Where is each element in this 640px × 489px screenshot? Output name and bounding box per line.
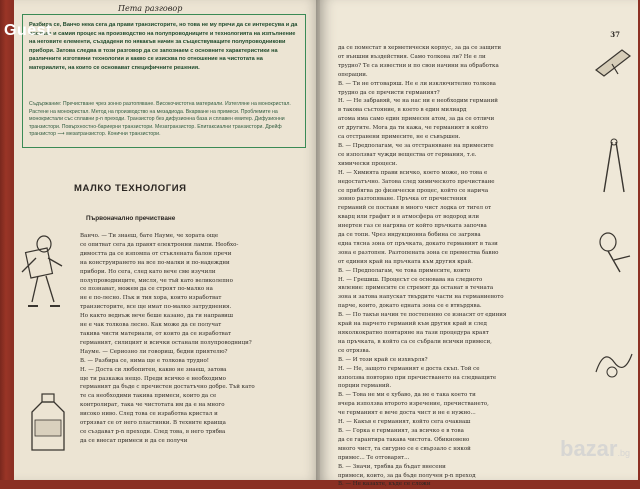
page-number: 37	[610, 30, 620, 39]
left-body-text	[80, 232, 306, 446]
text-line: химически процеси.	[338, 160, 398, 167]
text-line: се използват чужди вещества от германия, т.е.	[338, 151, 477, 158]
text-line: Но както веднъж вече беше казано, да ги направиш	[80, 313, 233, 320]
text-line: се познават, можем да се строят по-малко на	[80, 286, 213, 293]
text-line: контролират, така че чистотата им да е на много	[80, 402, 225, 409]
text-line: операции.	[338, 71, 368, 78]
text-line: отрязват се от него пластинки. В техните краища	[80, 420, 226, 427]
text-line: се създават p-n преходи. След това, в него трябва	[80, 428, 226, 435]
text-line: Н. — Химията прави всичко, което може, но това е	[338, 169, 488, 176]
text-line: В. — Предполагам, че за отстраняване на примесите	[338, 142, 494, 149]
subheading: Първоначално пречистване	[86, 215, 176, 222]
text-line: недостатъчно. Затова след химическото пречистване	[338, 178, 495, 185]
text-line: ще ти разкажа нещо. Преди всичко е необходимо	[80, 375, 226, 382]
right-body-text	[338, 44, 590, 489]
text-line: Н. — Грешиш. Процесът се основава на следното	[338, 276, 483, 283]
text-line: В. — Не казахте, къде се сложи	[338, 481, 431, 488]
text-line: зона е разтопен. Разтопената зона се премества бавно	[338, 249, 499, 256]
text-line: да се внесат примеси и да се получи	[80, 437, 188, 444]
text-line: германият, силицият и всички останали полупроводници?	[80, 339, 252, 346]
text-line: примес... Те отговарят...	[338, 454, 410, 461]
chapter-intro-text: Разбира се, Ванчо нека сега да прави транзисторите, но това не му пречи да се интересува и да опознае и самия процес на производство на полупроводниците и технологията на изпълнение на неговите елементи, създадени по някакъв начин за съществуващите полупроводникови прибори. Затова следва в този разговор да се запознаем с основните характеристики на различните изготвяни технологии и какво се изисква по отношение на чистотата на материалите, на които се основават специфичните решения.	[29, 22, 298, 71]
text-line: трудно? Те са известни и по свои начини на обработка	[338, 62, 499, 69]
text-line: високо ниво. След това се изработва кристал и	[80, 411, 218, 418]
running-head: Пета разговор	[118, 4, 183, 13]
text-line: да се гарантира такава чистота. Обикновено	[338, 436, 470, 443]
text-line: полупроводниците, мисля, че тъй като великолепно	[80, 277, 233, 284]
text-line: В. — По такъв начин те постепенно се изнасят от единия	[338, 312, 507, 319]
text-line: Н. — Доста си любопитен, какво не знаеш, затова	[80, 366, 227, 373]
text-line: няколкократно повтаряне на тази процедура краят	[338, 330, 489, 336]
text-line: Ванчо. — Ти знаеш, бате Науме, че хората още	[80, 233, 219, 239]
text-line: Н. — Не, защото германият е доста скъп. Той се	[338, 365, 480, 372]
scribble-illustration	[592, 342, 634, 382]
text-line: германият да бъде с пречистен достатъчно добре. Тъй като	[80, 384, 255, 391]
text-line: зона и затова напускат твърдите части на германиевото	[338, 294, 504, 301]
watermark-bazar-suffix: .bg	[617, 448, 630, 458]
text-line: на пръчката, в който са се събрали всички примеси,	[338, 338, 492, 345]
text-line: В. — Горка е германият, за всичко е в това	[338, 427, 464, 434]
text-line: използва повторно при пречистването на следващите	[338, 374, 497, 381]
section-title: МАЛКО ТЕХНОЛОГИЯ	[74, 183, 187, 194]
text-line: прибори. Но сега, след като вече сме изучили	[80, 268, 216, 275]
text-line: да се топи. Чрез индукционна бобина се загрява	[338, 232, 481, 239]
text-line: кварц или графит и в атмосфера от водород или	[338, 214, 479, 221]
text-line: се прибягва до физически процес, който се нарича	[338, 187, 489, 194]
bottle-illustration	[24, 392, 72, 454]
text-line: трудно да се пречисти германият?	[338, 89, 440, 96]
text-line: се отрязва.	[338, 347, 371, 354]
text-line: атома има само един примесен атом, за да се отличи	[338, 116, 495, 123]
text-line: такива чисти материали, от които да се изработват	[80, 330, 232, 337]
text-line: от външни въздействия. Само толкова ли? Не е ли	[338, 53, 486, 60]
text-line: край на парчето германий към другия край и след	[338, 321, 487, 328]
text-line: много чист, та сигурно се е свързало с някой	[338, 445, 471, 452]
text-line: на конструирането на все по-малки и по-надеждни	[80, 259, 230, 266]
text-line: се опитват сега да правят електронни лампи. Необхо-	[80, 241, 239, 248]
right-page	[320, 0, 638, 488]
text-line: порции германий.	[338, 383, 392, 390]
text-line: явление: примесите се стремят да останат в течната	[338, 285, 494, 292]
watermark-bazar	[560, 436, 630, 462]
text-line: да се поместат в херметически корпус, за да се защити	[338, 45, 502, 51]
text-line: В. — Значи, трябва да бъдат внесени	[338, 463, 446, 470]
text-line: примеси, които, за да бъде получен p-n преход	[338, 472, 476, 479]
text-line: Н. — Не забравяй, че на нас ни е необходим германий	[338, 98, 498, 105]
text-line: че германият е вече доста чист и не е нужно...	[338, 410, 476, 417]
text-line: вчера използва второто изречение, пречистването,	[338, 401, 489, 408]
watermark-bazar-name: bazar	[560, 436, 618, 461]
text-line: от единия край на пръчката към другия край.	[338, 258, 473, 265]
text-line: те са необходими такива примеси, които да се	[80, 393, 217, 400]
text-line: В. — Предполагам, че това примесите, които	[338, 267, 471, 274]
text-line: са отстранени примесите, не е съвършен.	[338, 134, 461, 141]
text-line: в такова състояние, в което в един милиард	[338, 107, 467, 114]
text-line: от другите. Мога да ти кажа, че германият в който	[338, 125, 488, 132]
hand-tool-illustration	[594, 228, 634, 280]
text-line: една тясна зона от пръчката, докато германият в тази	[338, 240, 498, 247]
text-line: инертен газ се нагрява от който пръчката започва	[338, 223, 487, 230]
text-line: димостта да се изпомпа от стъклената балон пречи	[80, 250, 232, 257]
tweezers-illustration	[596, 138, 632, 198]
text-line: В. — Разбира се, нима ще е толкова трудно!	[80, 357, 209, 364]
text-line: В. — Ти не отговаряш. Не е ли изключително толкова	[338, 80, 496, 87]
text-line: Науме. — Сериозно ли говориш, бедни приятелю?	[80, 348, 228, 355]
text-line: не е чак толкова лесно. Как може да се получат	[80, 322, 222, 329]
text-line: транзисторите, все ще имат по-малко затруднения.	[80, 304, 232, 311]
watermark-guest: Guest	[4, 22, 52, 39]
text-line: зонно разтопяване. Пръчка от пречистения	[338, 196, 467, 203]
text-line: Н. — Какъв е германият, който сега очакваш	[338, 419, 471, 426]
crystal-rod-illustration	[592, 40, 636, 84]
chapter-intro-box	[22, 14, 306, 148]
reader-illustration	[18, 232, 74, 312]
text-line: не е по-лесно. Пък и тия хора, които изработват	[80, 295, 222, 302]
chapter-contents-text: Съдържание: Пречистване чрез зонно разтопяване. Високочистотна материали. Изтегляне на монокристал. Растене на монокристал. Метод на производство на мезадиода. Вкарване на примеси. Проблемите на монокристали със сплавни p-n преходи. Транзистор без дифузионна база и сплавен емитер. Дифузионни транзистори. Повърхностно-бариерни транзистори. Мезатранзистор. Епитаксиални транзистори. Дрейф транзистор ⟶ мезатранзистор. Конични транзистори.	[29, 101, 291, 138]
text-line: парче, които, докато едната зона се е втвърдява.	[338, 303, 482, 310]
text-line: германий се поставя в много чист лодка от тигел от	[338, 205, 492, 212]
left-page	[14, 0, 320, 480]
text-line: В. — И този край се изхвърля?	[338, 356, 428, 363]
text-line: В. — Това не ми е хубаво, да не е така което ти	[338, 392, 476, 399]
